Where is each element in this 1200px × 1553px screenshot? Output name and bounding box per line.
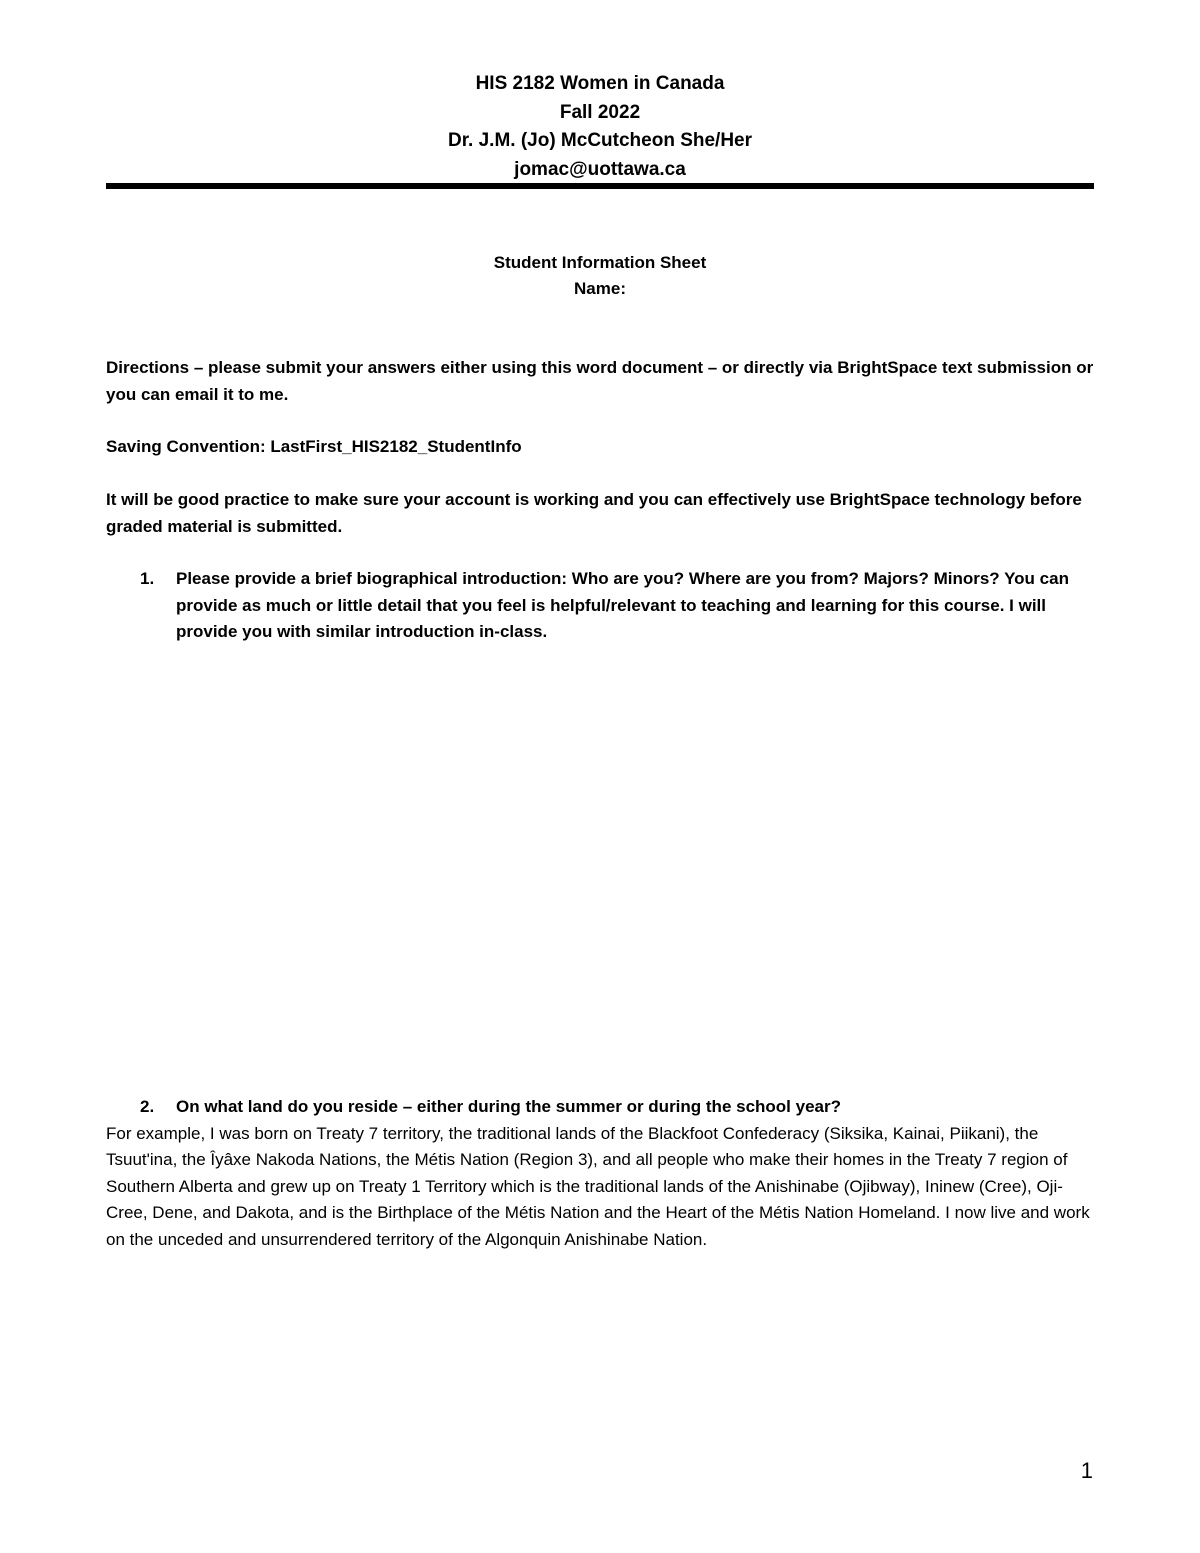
term: Fall 2022: [559, 101, 641, 123]
question-number: 1.: [140, 569, 155, 588]
question-text: Please provide a brief biographical introduction: Who are you? Where are you from? Majors? Minors? You can provide as much or little detail that you feel is helpful/relevant to teaching and learning for this course. I will provide you with similar introduction in-class.: [176, 569, 1069, 641]
question-2-example: For example, I was born on Treaty 7 territory, the traditional lands of the Blackfoot Confederacy (Siksika, Kainai, Piikani), the Tsuut'ina, the Îyâxe Nakoda Nations, the Métis Nation (Region 3), and all people who make their homes in the Treaty 7 region of Southern Alberta and grew up on Treaty 1 Territory which is the traditional lands of the Anishinabe (Ojibway), Ininew (Cree), Oji-Cree, Dene, and Dakota, and is the Birthplace of the Métis Nation and the Heart of the Métis Nation Homeland. I now live and work on the unceded and unsurrendered territory of the Algonquin Anishinabe Nation.: [106, 1123, 1090, 1249]
saving-convention: Saving Convention: LastFirst_HIS2182_StudentInfo: [106, 437, 522, 456]
practice-paragraph: It will be good practice to make sure your account is working and you can effectively use BrightSpace technology before graded material is submitted.: [106, 490, 1082, 536]
question-1-head: [106, 566, 1096, 646]
question-1: [106, 566, 1096, 646]
question-text: On what land do you reside – either during the summer or during the school year?: [176, 1097, 841, 1116]
name-label: Name:: [574, 279, 626, 298]
question-2: [106, 1094, 1096, 1253]
header-divider: [106, 183, 1094, 189]
sheet-title-block: [0, 250, 1200, 302]
sheet-title: Student Information Sheet: [493, 253, 707, 272]
directions-paragraph: Directions – please submit your answers either using this word document – or directly via BrightSpace text submission or you can email it to me.: [106, 358, 1094, 404]
question-number: 2.: [140, 1097, 155, 1116]
course-title: HIS 2182 Women in Canada: [475, 73, 725, 94]
instructor-email: jomac@uottawa.ca: [514, 158, 686, 180]
question-2-head: [106, 1094, 1096, 1121]
page-number: 1: [1080, 1458, 1093, 1483]
instructor: Dr. J.M. (Jo) McCutcheon She/Her: [447, 130, 753, 151]
document-header: [0, 70, 1200, 184]
